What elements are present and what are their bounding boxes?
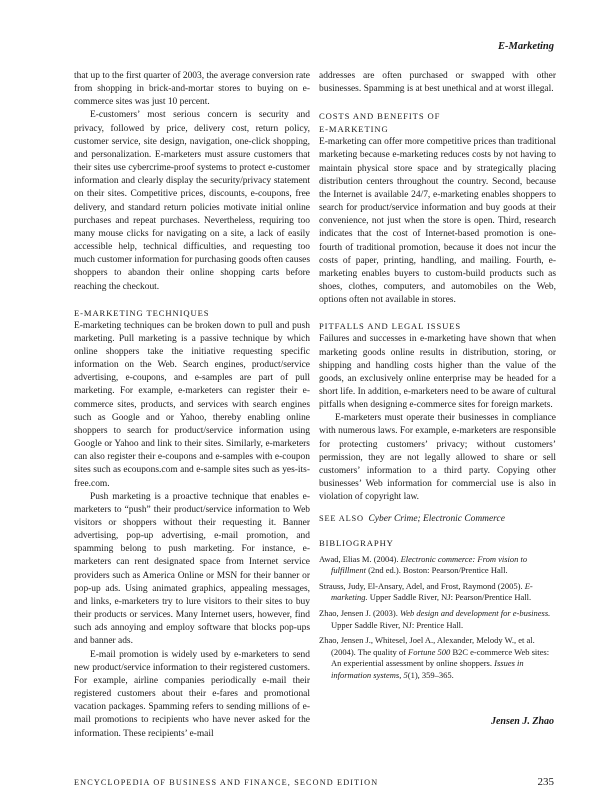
- publication-title: ENCYCLOPEDIA OF BUSINESS AND FINANCE, SECOND EDITION: [74, 778, 379, 787]
- paragraph: E-marketing techniques can be broken down to pull and push marketing. Pull marketing is a passive technique by which online shoppers take the initiative requesting specific information on the Web. Search engines, product/service advertising, e-coupons, and e-samples are part of pull marketing. For example, e-marketers can register their e-commerce sites, products, and services with search engines such as Google and or Yahoo, thereby enabling online shoppers to search for product/service information using Google or Yahoo and link to their sites. Similarly, e-marketers can also register their e-coupons and e-samples with e-coupon sites such as ecoupons.com and e-sample sites such as yes-its-free.com.: [74, 320, 310, 489]
- paragraph: Failures and successes in e-marketing have shown that when marketing goods online results in distribution, storing, or shipping and handling costs higher than the value of the goods, an exclusively online enterprise may be headed for a short life. In addition, e-marketers need to be aware of cultural pitfalls when designing e-commerce sites for foreign markets.: [319, 334, 556, 411]
- paragraph: E-marketing can offer more competitive prices than traditional marketing because e-marketing reduces costs by not having to maintain physical store space and by strategically placing distribution centers throughout the country. Second, because the Internet is available 24/7, e-marketing enables shoppers to search for product/service information and buy goods at their convenience, not just when the store is open. Third, research indicates that the cost of Internet-based promotion is one-fourth of traditional promotion, because it does not incur the costs of paper, printing, handling, and mailing. Fourth, e-marketing enables buyers to custom-build products such as shoes, clothes, computers, and automobiles on the Web, options often not available in stores.: [319, 137, 556, 306]
- right-column: [319, 70, 556, 681]
- left-column: [74, 70, 310, 741]
- paragraph: E-mail promotion is widely used by e-marketers to send new product/service information to their registered customers. For example, airline companies periodically e-mail their registered customers about their e-fares and promotional vacation packages. Spamming refers to sending millions of e-mail promotions to recipients who have never asked for the information. These recipients’ e-mail: [74, 649, 310, 739]
- bibliography-entry: Zhao, Jensen J. (2003). Web design and development for e-business. Upper Saddle River, NJ: Prentice Hall.: [319, 607, 551, 630]
- page-footer: [74, 776, 554, 788]
- paragraph: E-customers’ most serious concern is security and privacy, followed by price, delivery cost, return policy, customer service, site design, navigation, one-click shopping, and personalization. E-marketers must assure customers that their sites use cybercrime-proof systems to protect e-customer information and clearly display the security/privacy statement on their sites. Competitive prices, discounts, e-coupons, free delivery, and standard return policies motivate initial online purchases and repeat purchases. Nevertheless, requiring too many mouse clicks for navigating on a site, a lack of easily accessible help, technical difficulties, and requesting too much customer information for purchasing goods often causes shoppers to abandon their online shopping carts before reaching the checkout.: [74, 110, 310, 292]
- section-heading-line: COSTS AND BENEFITS OF: [319, 111, 441, 122]
- article-author: Jensen J. Zhao: [490, 716, 554, 727]
- page-number: 235: [537, 776, 554, 788]
- bibliography-heading: BIBLIOGRAPHY: [319, 537, 394, 548]
- paragraph: E-marketers must operate their businesses in compliance with numerous laws. For example, e-marketers are responsible for protecting customers’ privacy; without customers’ permission, they are not legally allowed to share or sell customers’ information to a third party. Copying other businesses’ Web information for commercial use is also in violation of copyright law.: [319, 413, 556, 503]
- paragraph: addresses are often purchased or swapped with other businesses. Spamming is at best unethical and at worst illegal.: [319, 71, 556, 95]
- section-heading: [319, 110, 556, 136]
- section-heading: E-MARKETING TECHNIQUES: [74, 307, 210, 318]
- bibliography-entry: Zhao, Jensen J., Whitesel, Joel A., Alexander, Melody W., et al. (2004). The quality of Fortune 500 B2C e-commerce Web sites: An experiential assessment by online shoppers. Issues in information systems, 5(1), 359–365.: [319, 635, 550, 680]
- bibliography-entry: Awad, Elias M. (2004). Electronic commerce: From vision to fulfillment (2nd ed.). Boston: Pearson/Prentice Hall.: [319, 553, 528, 576]
- see-also-label: SEE ALSO: [319, 514, 364, 524]
- see-also-links[interactable]: Cyber Crime; Electronic Commerce: [368, 514, 505, 525]
- paragraph: that up to the first quarter of 2003, the average conversion rate from shopping in brick-and-mortar stores to buying on e-commerce sites was just 10 percent.: [74, 71, 310, 108]
- paragraph: Push marketing is a proactive technique that enables e-marketers to “push” their product/service information to Web visitors or shoppers without their requesting it. Banner advertising, pop-up advertising, e-mail promotion, and spamming belong to push marketing. For instance, e-marketers can rent designated space from Internet service providers such as America Online or MSN for their banner or pop-up ads. Using animated graphics, appealing messages, and links, e-marketers try to lure visitors to their sites to buy their products or services. Many Internet users, however, find such ads annoying and employ software that blocks pop-ups and banner ads.: [74, 491, 310, 647]
- bibliography-entry: Strauss, Judy, El-Ansary, Adel, and Frost, Raymond (2005). E-marketing. Upper Saddle River, NJ: Pearson/Prentice Hall.: [319, 580, 533, 603]
- section-heading-line: E-MARKETING: [319, 124, 389, 135]
- running-head: E-Marketing: [497, 41, 554, 52]
- section-heading: PITFALLS AND LEGAL ISSUES: [319, 321, 462, 332]
- see-also: [319, 512, 556, 526]
